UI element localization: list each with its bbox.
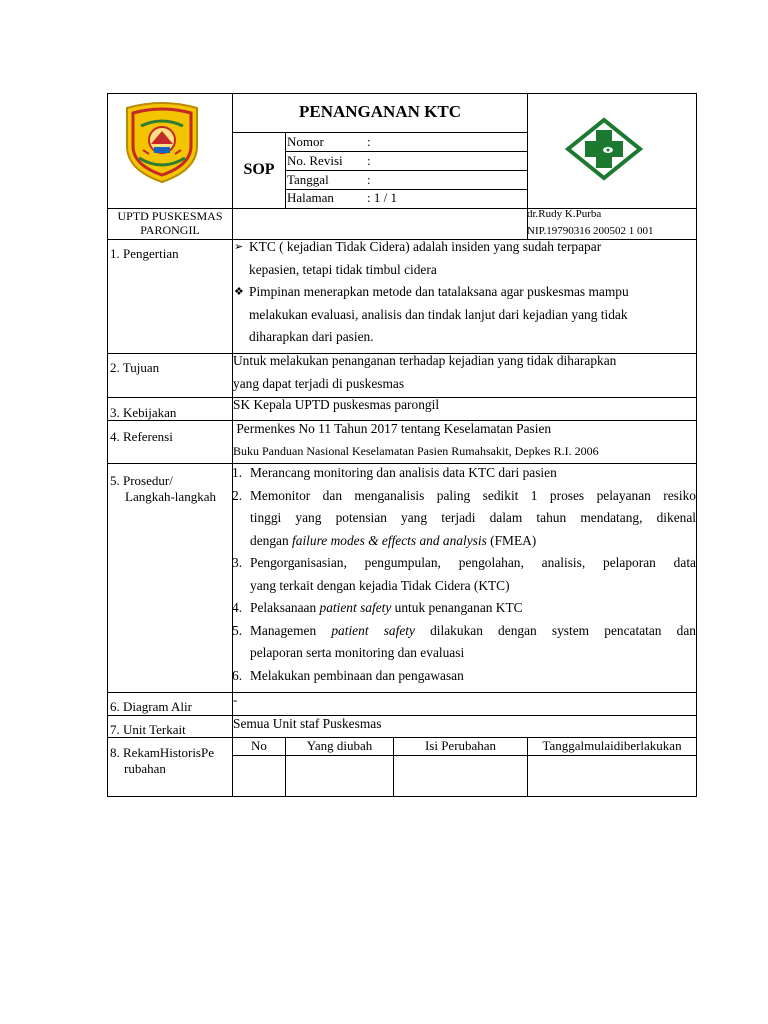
regency-emblem-logo [121, 100, 203, 184]
section-label-diagram-alir: 6. Diagram Alir [110, 699, 192, 714]
prosedur-step: 3. Pengorganisasian, pengumpulan, pengolahan, analisis, pelaporan data [232, 555, 696, 570]
section-label-unit-terkait: 7. Unit Terkait [110, 722, 186, 737]
signer-name: dr.Rudy K.Purba [527, 208, 602, 220]
table-border-left [107, 93, 108, 796]
section-label-pengertian: 1. Pengertian [110, 246, 179, 261]
pengertian-bullet2-line2: melakukan evaluasi, analisis dan tindak lanjut dari kejadian yang tidak [249, 306, 628, 322]
signer-nip: NIP.19790316 200502 1 001 [527, 225, 654, 237]
document-title: PENANGANAN KTC [299, 102, 461, 121]
section-divider [107, 715, 696, 716]
section-label-rekam-historis [110, 745, 214, 777]
prosedur-step: 5. Managemen patient safety dilakukan dengan system pencatatan dan [232, 622, 696, 638]
tujuan-line1: Untuk melakukan penanganan terhadap kejadian yang tidak diharapkan [233, 353, 617, 368]
shield-emblem-icon [121, 100, 203, 184]
meta-value-revisi: : [367, 153, 371, 168]
rekam-historis-label-line2: rubahan [124, 761, 166, 776]
meta-label-halaman: Halaman [287, 190, 334, 205]
pengertian-bullet2-line1: Pimpinan menerapkan metode dan tatalaksana agar puskesmas mampu [249, 284, 629, 299]
meta-label-tanggal: Tanggal [287, 172, 329, 187]
unit-terkait-text: Semua Unit staf Puskesmas [233, 716, 382, 731]
referensi-line1: Permenkes No 11 Tahun 2017 tentang Keselamatan Pasien [233, 421, 552, 436]
meta-value-halaman: : 1 / 1 [367, 190, 397, 205]
history-col-no: No [251, 738, 267, 753]
section-label-kebijakan: 3. Kebijakan [110, 405, 177, 420]
pengertian-bullet1-line1: KTC ( kejadian Tidak Cidera) adalah insiden yang sudah terpapar [249, 239, 602, 254]
prosedur-steps: 1. Merancang monitoring dan analisis data KTC dari pasien 2. Memonitor dan menganalisis paling sedikit 1 proses pelayanan resiko tinggi yang potensian yang terjadi dalam tahun mendatang, dikenal dengan failure modes & effects and analysis (FMEA) 3. Pengorganisasian, pengumpulan, pengolahan, analisis, pelaporan data yang terkait dengan kejadia Tidak Cidera (KTC) 4. Pelaksanaan patient safety untuk penanganan KTC 5. Managemen patient safety dilakukan dengan system pencatatan dan pelaporan serta monitoring dan evaluasi 6. Melakukan pembinaan dan pengawasan [232, 462, 696, 687]
bullet-arrow-icon: ➢ [234, 241, 244, 253]
org-name-line2: PARONGIL [140, 223, 200, 237]
prosedur-label-line1: 5. Prosedur/ [110, 473, 173, 488]
history-col-tanggal: Tanggalmulaidiberlakukan [542, 738, 682, 753]
bullet-diamond-icon: ❖ [234, 286, 244, 298]
meta-row-divider [285, 170, 527, 171]
history-col-yang-diubah: Yang diubah [306, 738, 373, 753]
section-label-tujuan: 2. Tujuan [110, 360, 160, 375]
rekam-historis-label-line1: 8. RekamHistorisPe [110, 745, 214, 760]
diagram-alir-text: - [233, 692, 238, 707]
meta-value-tanggal: : [367, 172, 371, 187]
referensi-line2: Buku Panduan Nasional Keselamatan Pasien Rumahsakit, Depkes R.I. 2006 [233, 444, 599, 458]
meta-value-nomor: : [367, 134, 371, 149]
meta-row-divider [285, 151, 527, 152]
prosedur-label-line2: Langkah-langkah [125, 489, 216, 504]
history-col-isi-perubahan: Isi Perubahan [424, 738, 497, 753]
prosedur-step: 6. Melakukan pembinaan dan pengawasan [232, 667, 464, 683]
title-row-divider [232, 132, 527, 133]
meta-label-nomor: Nomor [287, 134, 324, 149]
history-header-divider [232, 755, 696, 756]
kebijakan-text: SK Kepala UPTD puskesmas parongil [233, 397, 440, 412]
tujuan-content [233, 350, 616, 395]
table-border-right [696, 93, 697, 796]
pengertian-bullet2-line3: diharapkan dari pasien. [249, 329, 374, 344]
prosedur-step: 2. Memonitor dan menganalisis paling sedikit 1 proses pelayanan resiko [232, 487, 696, 503]
prosedur-step: 1. Merancang monitoring dan analisis data KTC dari pasien [232, 465, 557, 480]
pengertian-bullet1-line2: kepasien, tetapi tidak timbul cidera [249, 261, 437, 277]
section-label-prosedur [110, 473, 216, 505]
tujuan-line2: yang dapat terjadi di puskesmas [233, 375, 405, 391]
org-name [108, 209, 232, 237]
section-label-referensi: 4. Referensi [110, 429, 173, 444]
table-border-top [107, 93, 697, 94]
puskesmas-logo [563, 117, 645, 181]
pengertian-content [234, 236, 680, 349]
org-name-line1: UPTD PUSKESMAS [117, 209, 223, 223]
prosedur-step: 4. Pelaksanaan patient safety untuk penanganan KTC [232, 600, 523, 615]
section-divider [107, 692, 696, 693]
table-border-bottom [107, 796, 697, 797]
sop-label: SOP [243, 161, 275, 178]
meta-label-revisi: No. Revisi [287, 153, 343, 168]
green-cross-icon [563, 117, 645, 181]
